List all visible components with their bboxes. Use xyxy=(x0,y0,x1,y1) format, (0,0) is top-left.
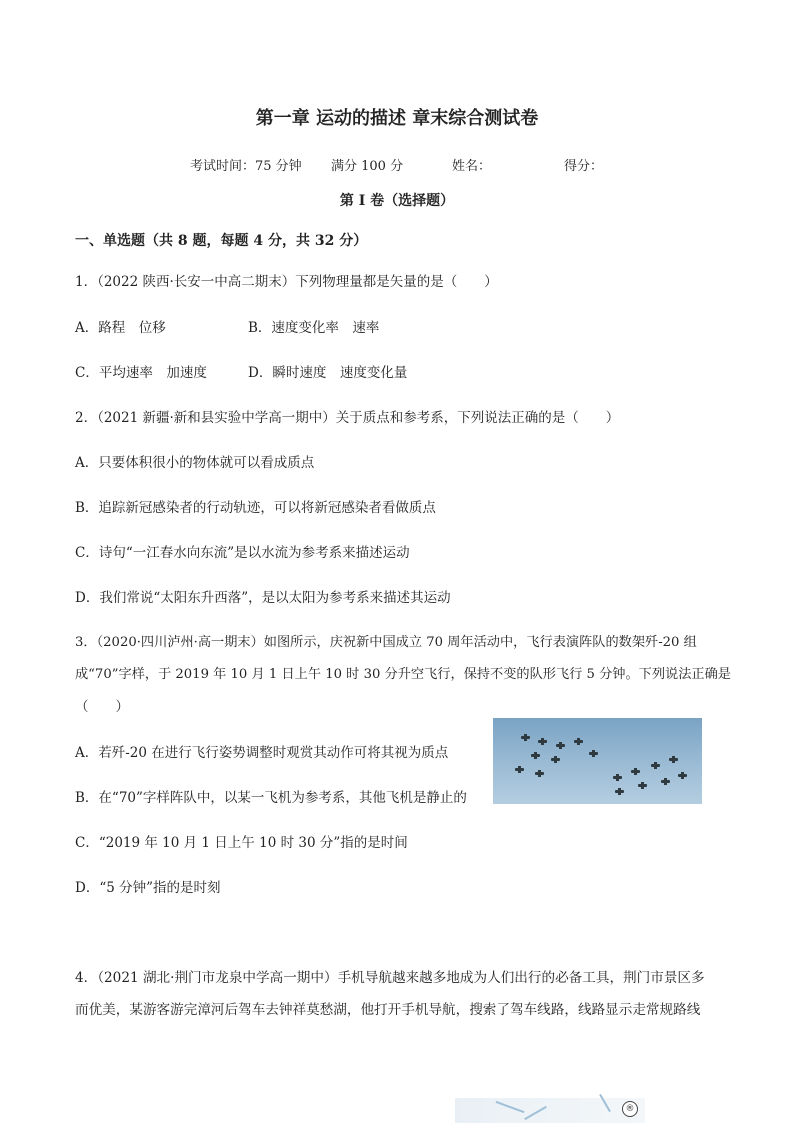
q2-stem: 2．（2021 新疆·新和县实验中学高一期中）关于质点和参考系，下列说法正确的是（ ） xyxy=(75,410,620,426)
formation-photo xyxy=(493,718,702,804)
full-score: 满分 100 分 xyxy=(331,159,404,174)
q3-option-a: A．若歼-20 在进行飞行姿势调整时观赏其动作可将其视为质点 xyxy=(75,745,449,761)
q1-option-c: C．平均速率 加速度 xyxy=(75,365,207,381)
q1-option-d: D．瞬时速度 速度变化量 xyxy=(248,365,408,381)
q4-stem-line2: 而优美，某游客游完漳河后驾车去钟祥莫愁湖，他打开手机导航，搜索了驾车线路，线路显示走常规路线 xyxy=(75,1002,701,1018)
q3-stem-line3: （ ） xyxy=(75,699,129,715)
q3-option-d: D．“5 分钟”指的是时刻 xyxy=(75,880,221,896)
q2-option-a: A．只要体积很小的物体就可以看成质点 xyxy=(75,455,315,471)
q4-stem-line1: 4．（2021 湖北·荆门市龙泉中学高一期中）手机导航越来越多地成为人们出行的必备工具，荆门市景区多 xyxy=(75,970,705,986)
page-title: 第一章 运动的描述 章末综合测试卷 xyxy=(255,108,539,129)
q2-option-b: B．追踪新冠感染者的行动轨迹，可以将新冠感染者看做质点 xyxy=(75,500,436,516)
q3-option-c: C．“2019 年 10 月 1 日上午 10 时 30 分”指的是时间 xyxy=(75,835,408,851)
registered-mark-icon: ® xyxy=(622,1101,638,1117)
q2-option-c: C．诗句“一江春水向东流”是以水流为参考系来描述运动 xyxy=(75,545,410,561)
q2-option-d: D．我们常说“太阳东升西落”，是以太阳为参考系来描述其运动 xyxy=(75,590,451,606)
q3-stem-line1: 3．（2020·四川泸州·高一期末）如图所示，庆祝新中国成立 70 周年活动中，飞行表演阵队的数架歼-20 组 xyxy=(75,635,697,650)
score-label: 得分： xyxy=(564,159,604,174)
part1-heading: 一、单选题（共 8 题，每题 4 分，共 32 分） xyxy=(75,233,368,249)
name-label: 姓名： xyxy=(452,159,492,174)
q3-stem-line2: 成“70”字样，于 2019 年 10 月 1 日上午 10 时 30 分升空飞行，保持不变的队形飞行 5 分钟。下列说法正确是 xyxy=(75,667,731,682)
q3-option-b: B．在“70”字样阵队中，以某一飞机为参考系，其他飞机是静止的 xyxy=(75,790,467,806)
q1-stem: 1．（2022 陕西·长安一中高二期末）下列物理量都是矢量的是（ ） xyxy=(75,274,498,290)
navigation-map-thumbnail xyxy=(455,1098,645,1123)
exam-time: 考试时间：75 分钟 xyxy=(190,159,302,174)
q1-option-a: A．路程 位移 xyxy=(75,320,166,336)
section-title: 第 I 卷（选择题） xyxy=(339,193,455,209)
q1-option-b: B．速度变化率 速率 xyxy=(248,320,380,336)
